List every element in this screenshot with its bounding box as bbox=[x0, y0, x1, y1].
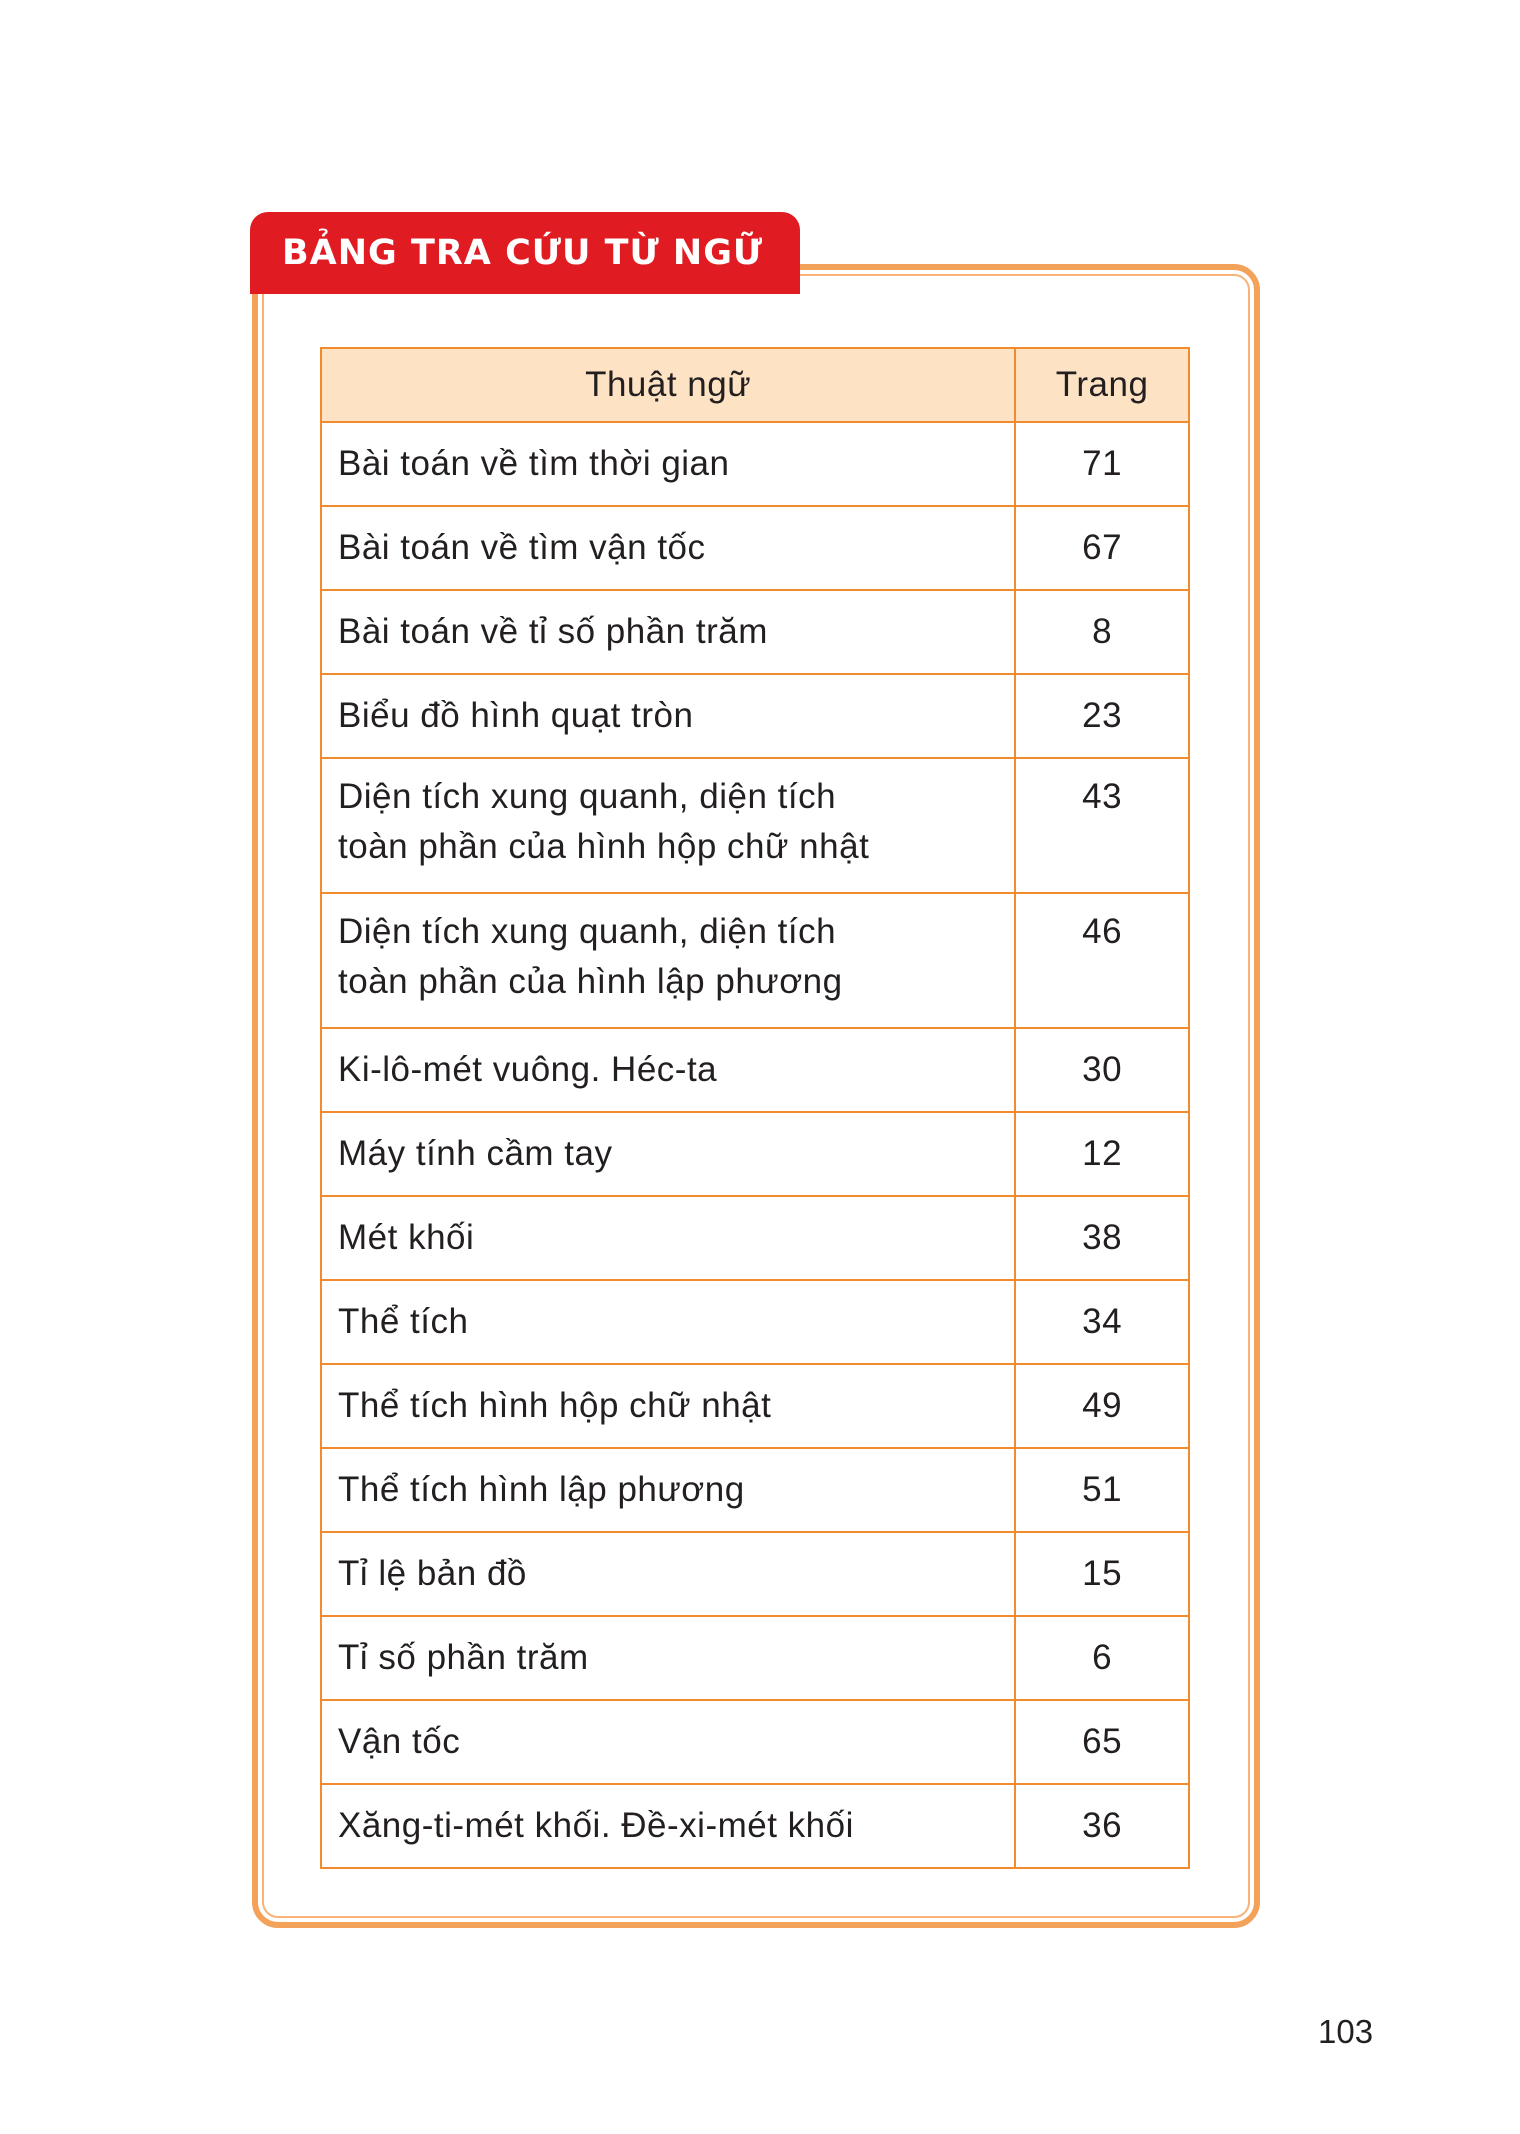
term-cell: Bài toán về tìm thời gian bbox=[321, 422, 1015, 506]
page-number: 103 bbox=[1318, 2013, 1374, 2050]
index-table bbox=[320, 347, 1190, 1869]
term-cell: Thể tích bbox=[321, 1280, 1015, 1364]
table-row bbox=[321, 674, 1189, 758]
page-cell: 49 bbox=[1015, 1364, 1189, 1448]
page-cell: 36 bbox=[1015, 1784, 1189, 1868]
term-cell: Mét khối bbox=[321, 1196, 1015, 1280]
term-line: Diện tích xung quanh, diện tích bbox=[338, 777, 837, 816]
term-cell bbox=[321, 758, 1015, 893]
table-row bbox=[321, 1532, 1189, 1616]
term-cell: Xăng-ti-mét khối. Đề-xi-mét khối bbox=[321, 1784, 1015, 1868]
title-tab bbox=[250, 212, 800, 294]
page-cell: 38 bbox=[1015, 1196, 1189, 1280]
table-row bbox=[321, 1616, 1189, 1700]
term-cell: Ki-lô-mét vuông. Héc-ta bbox=[321, 1028, 1015, 1112]
term-line: toàn phần của hình hộp chữ nhật bbox=[338, 827, 870, 866]
term-cell: Máy tính cầm tay bbox=[321, 1112, 1015, 1196]
term-cell: Tỉ số phần trăm bbox=[321, 1616, 1015, 1700]
header-term: Thuật ngữ bbox=[321, 348, 1015, 422]
table-row bbox=[321, 1028, 1189, 1112]
page-cell: 71 bbox=[1015, 422, 1189, 506]
table-row bbox=[321, 506, 1189, 590]
page-cell: 65 bbox=[1015, 1700, 1189, 1784]
term-cell bbox=[321, 893, 1015, 1028]
table-row bbox=[321, 1448, 1189, 1532]
page-cell: 67 bbox=[1015, 506, 1189, 590]
table-row bbox=[321, 1364, 1189, 1448]
page-cell: 23 bbox=[1015, 674, 1189, 758]
page-cell: 6 bbox=[1015, 1616, 1189, 1700]
table-row bbox=[321, 1784, 1189, 1868]
term-cell: Vận tốc bbox=[321, 1700, 1015, 1784]
table-row bbox=[321, 758, 1189, 893]
table-row bbox=[321, 590, 1189, 674]
term-line: toàn phần của hình lập phương bbox=[338, 962, 843, 1001]
page-cell: 8 bbox=[1015, 590, 1189, 674]
table-row bbox=[321, 1112, 1189, 1196]
table-row bbox=[321, 422, 1189, 506]
term-cell: Tỉ lệ bản đồ bbox=[321, 1532, 1015, 1616]
table-header-row bbox=[321, 348, 1189, 422]
page-cell: 15 bbox=[1015, 1532, 1189, 1616]
table-row bbox=[321, 1196, 1189, 1280]
page-cell: 34 bbox=[1015, 1280, 1189, 1364]
term-cell: Biểu đồ hình quạt tròn bbox=[321, 674, 1015, 758]
term-cell: Bài toán về tỉ số phần trăm bbox=[321, 590, 1015, 674]
page-cell: 46 bbox=[1015, 893, 1189, 1028]
term-cell: Thể tích hình hộp chữ nhật bbox=[321, 1364, 1015, 1448]
page-cell: 30 bbox=[1015, 1028, 1189, 1112]
term-cell: Bài toán về tìm vận tốc bbox=[321, 506, 1015, 590]
table-row bbox=[321, 893, 1189, 1028]
page-cell: 12 bbox=[1015, 1112, 1189, 1196]
page-cell: 43 bbox=[1015, 758, 1189, 893]
page-title: BẢNG TRA CỨU TỪ NGỮ bbox=[282, 233, 764, 273]
term-line: Diện tích xung quanh, diện tích bbox=[338, 912, 837, 951]
table-row bbox=[321, 1700, 1189, 1784]
term-cell: Thể tích hình lập phương bbox=[321, 1448, 1015, 1532]
header-page: Trang bbox=[1015, 348, 1189, 422]
table-row bbox=[321, 1280, 1189, 1364]
page-cell: 51 bbox=[1015, 1448, 1189, 1532]
